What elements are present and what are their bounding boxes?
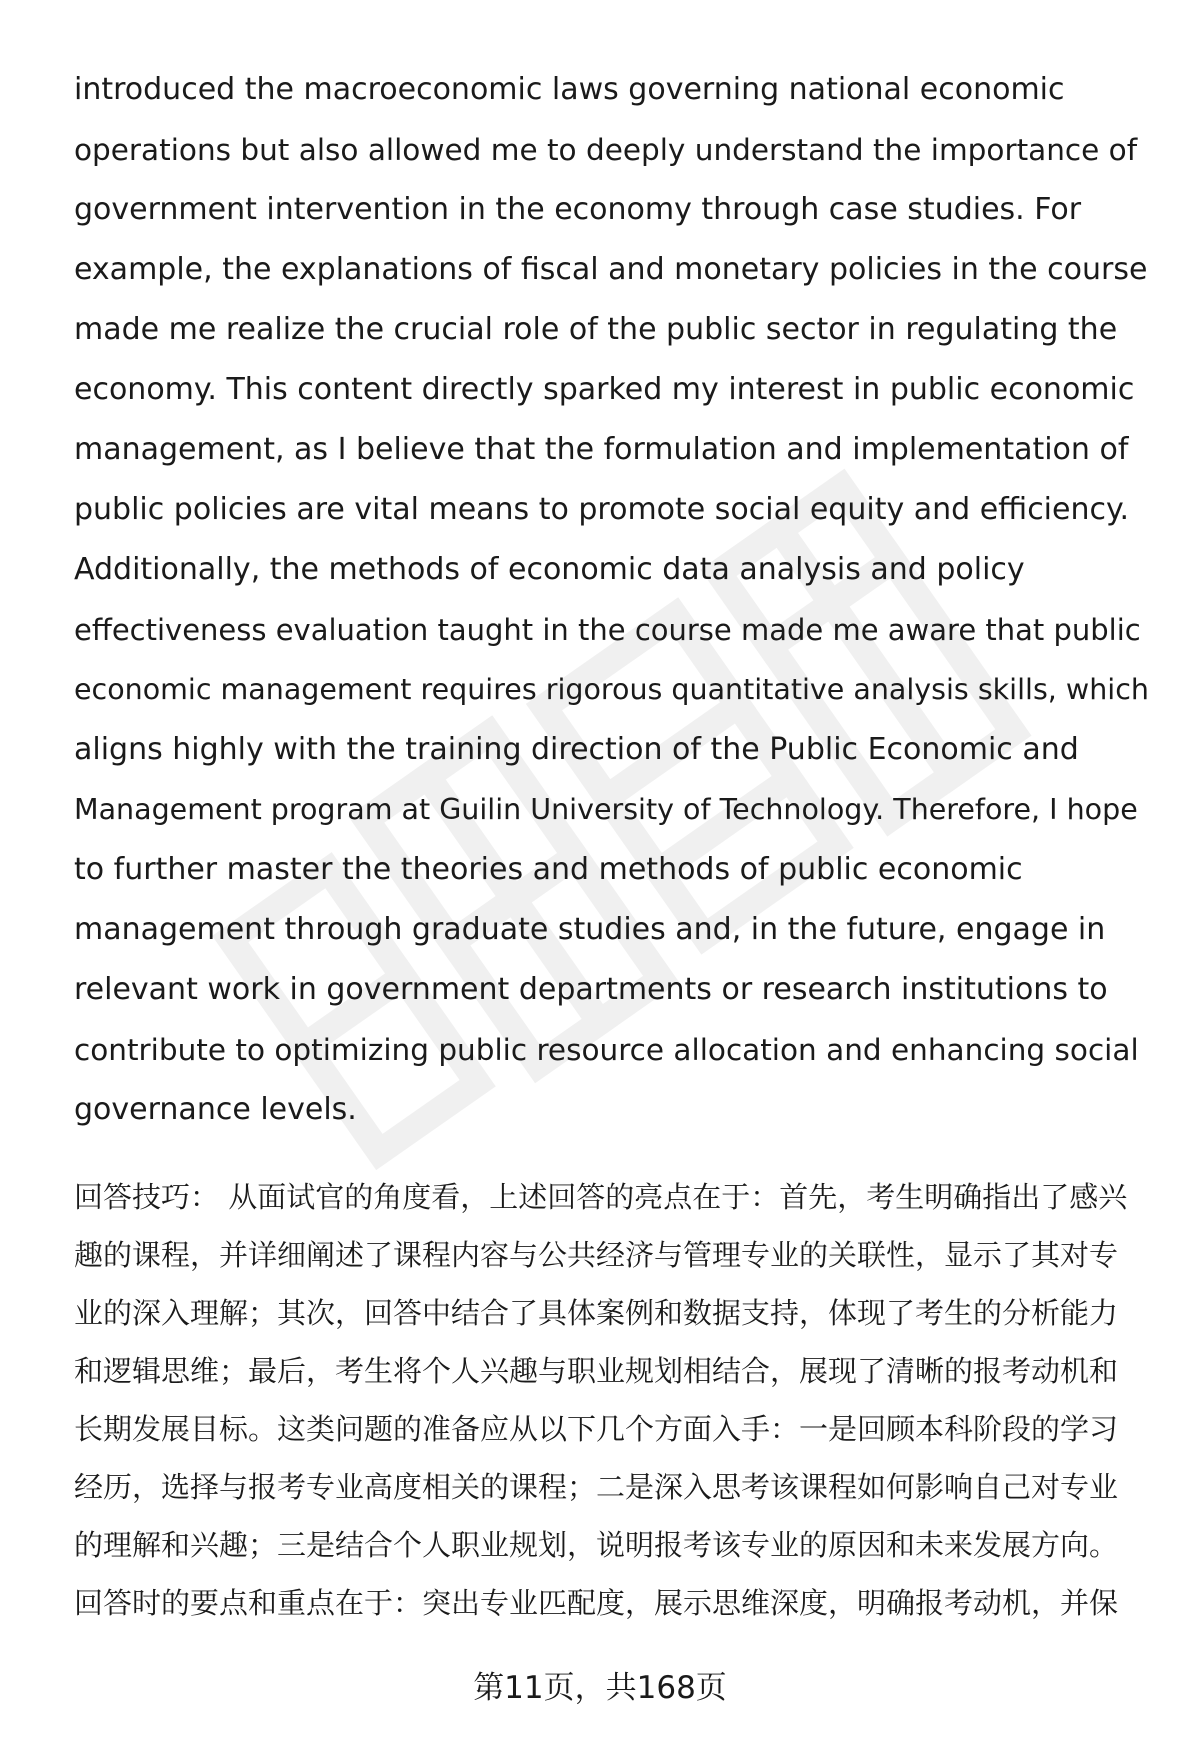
paragraph-line: introduced the macroeconomic laws governing national economic xyxy=(74,72,1065,107)
paragraph-line: governance levels. xyxy=(74,1092,357,1127)
paragraph-line: 的理解和兴趣；三是结合个人职业规划，说明报考该专业的原因和未来发展方向。 xyxy=(74,1528,1119,1562)
paragraph-line: made me realize the crucial role of the public sector in regulating the xyxy=(74,312,1118,347)
paragraph-line: economy. This content directly sparked my interest in public economic xyxy=(74,372,1135,407)
english-paragraph xyxy=(74,60,1154,1140)
paragraph-line: 经历，选择与报考专业高度相关的课程；二是深入思考该课程如何影响自己对专业 xyxy=(74,1470,1119,1504)
paragraph-line: 长期发展目标。这类问题的准备应从以下几个方面入手：一是回顾本科阶段的学习 xyxy=(74,1412,1119,1446)
paragraph-line: 趣的课程，并详细阐述了课程内容与公共经济与管理专业的关联性，显示了其对专 xyxy=(74,1238,1119,1272)
paragraph-line: Management program at Guilin University of Technology. Therefore, I hope xyxy=(74,793,1138,826)
paragraph-line: contribute to optimizing public resource allocation and enhancing social xyxy=(74,1033,1139,1067)
paragraph-line: aligns highly with the training direction of the Public Economic and xyxy=(74,732,1079,767)
paragraph-line: management, as I believe that the formulation and implementation of xyxy=(74,432,1129,467)
page-number: 第11页，共168页 xyxy=(473,1670,727,1706)
paragraph-line: 回答时的要点和重点在于：突出专业匹配度，展示思维深度，明确报考动机，并保 xyxy=(74,1586,1119,1620)
paragraph-line: 和逻辑思维；最后，考生将个人兴趣与职业规划相结合，展现了清晰的报考动机和 xyxy=(74,1354,1119,1388)
paragraph-line: effectiveness evaluation taught in the course made me aware that public xyxy=(74,613,1141,647)
paragraph-line: economic management requires rigorous quantitative analysis skills, which xyxy=(74,673,1149,706)
paragraph-line: Additionally, the methods of economic data analysis and policy xyxy=(74,552,1025,587)
paragraph-line: relevant work in government departments or research institutions to xyxy=(74,972,1108,1007)
paragraph-line: example, the explanations of fiscal and monetary policies in the course xyxy=(74,252,1148,287)
paragraph-line: operations but also allowed me to deeply understand the importance of xyxy=(74,133,1138,167)
paragraph-line: government intervention in the economy through case studies. For xyxy=(74,192,1082,227)
page-content xyxy=(74,0,1154,1632)
paragraph-line: management through graduate studies and, in the future, engage in xyxy=(74,912,1106,947)
paragraph-line: to further master the theories and methods of public economic xyxy=(74,852,1023,887)
paragraph-line: 业的深入理解；其次，回答中结合了具体案例和数据支持，体现了考生的分析能力 xyxy=(74,1296,1119,1330)
paragraph-line: 回答技巧： 从面试官的角度看，上述回答的亮点在于：首先，考生明确指出了感兴 xyxy=(74,1180,1128,1214)
paragraph-line: public policies are vital means to promote social equity and efficiency. xyxy=(74,492,1129,527)
answer-tips-paragraph xyxy=(74,1168,1154,1632)
